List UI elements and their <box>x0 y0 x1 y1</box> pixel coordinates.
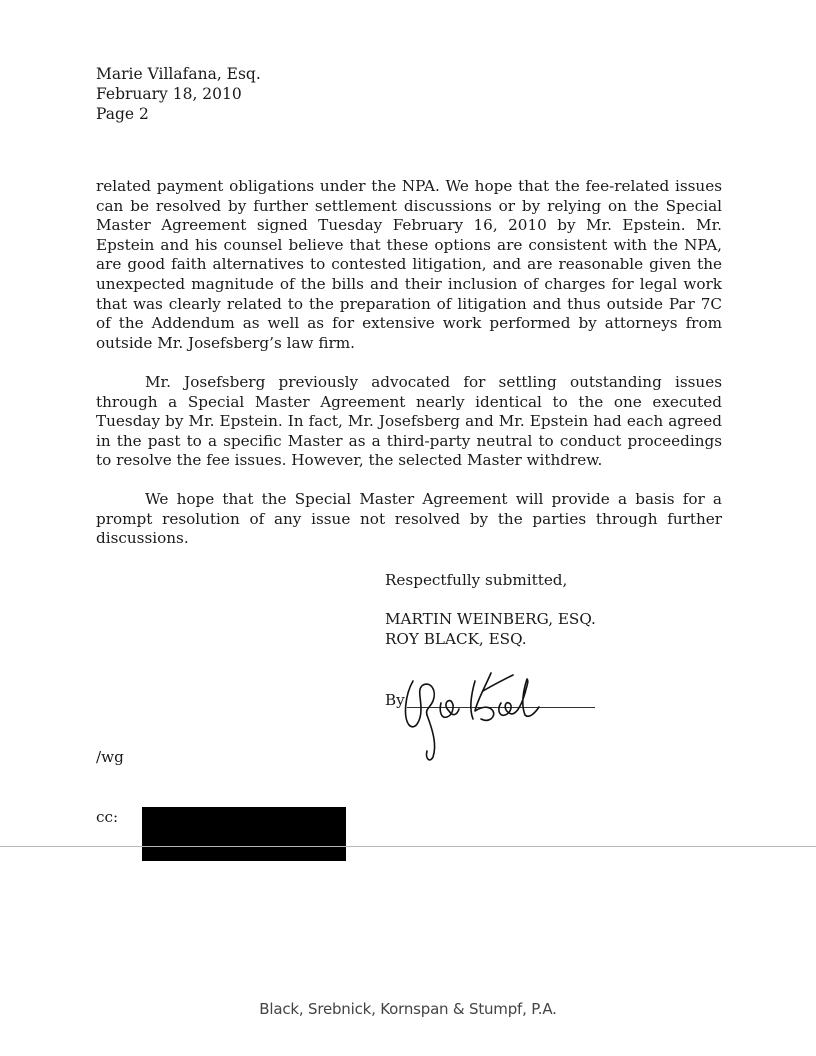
signer-list <box>385 609 596 649</box>
signature-block <box>385 570 596 709</box>
letter-date: February 18, 2010 <box>96 85 242 103</box>
scan-fold-line <box>0 846 816 847</box>
body-paragraph-1: related payment obligations under the NPA. We hope that the fee-related issues can be resolved by further settlement discussions or by relying on the Special Master Agreement signed Tuesday February 16, 2010 by Mr. Epstein. Mr. Epstein and his counsel believe that these options are consistent with the NPA, are good faith alternatives to contested litigation, and are reasonable given the unexpected magnitude of the bills and their inclusion of charges for legal work that was clearly related to the preparation of litigation and thus outside Par 7C of the Addendum as well as for extensive work performed by attorneys from outside Mr. Josefsberg’s law firm. <box>96 177 722 352</box>
redaction-box <box>142 807 346 861</box>
cc-label: cc: <box>96 808 119 826</box>
firm-footer: Black, Srebnick, Kornspan & Stumpf, P.A. <box>259 1000 557 1018</box>
letter-header <box>96 64 261 124</box>
closing-line: Respectfully submitted, <box>385 571 568 589</box>
typist-initials: /wg <box>96 748 124 766</box>
signature-line <box>385 687 597 711</box>
handwritten-signature <box>397 645 567 765</box>
signer-black: ROY BLACK, ESQ. <box>385 630 527 648</box>
recipient-name: Marie Villafana, Esq. <box>96 65 261 83</box>
page-number: Page 2 <box>96 105 149 123</box>
body-paragraph-2: Mr. Josefsberg previously advocated for settling outstanding issues through a Special Master Agreement nearly identical to the one executed Tuesday by Mr. Epstein. In fact, Mr. Josefsberg and Mr. Epstein had each agreed in the past to a specific Master as a third-party neutral to conduct proceedings to resolve the fee issues. However, the selected Master withdrew. <box>96 373 722 470</box>
body-paragraph-3: We hope that the Special Master Agreement will provide a basis for a prompt resolution of any issue not resolved by the parties through further discussions. <box>96 490 722 548</box>
signer-weinberg: MARTIN WEINBERG, ESQ. <box>385 610 596 628</box>
by-label: By <box>385 691 405 709</box>
